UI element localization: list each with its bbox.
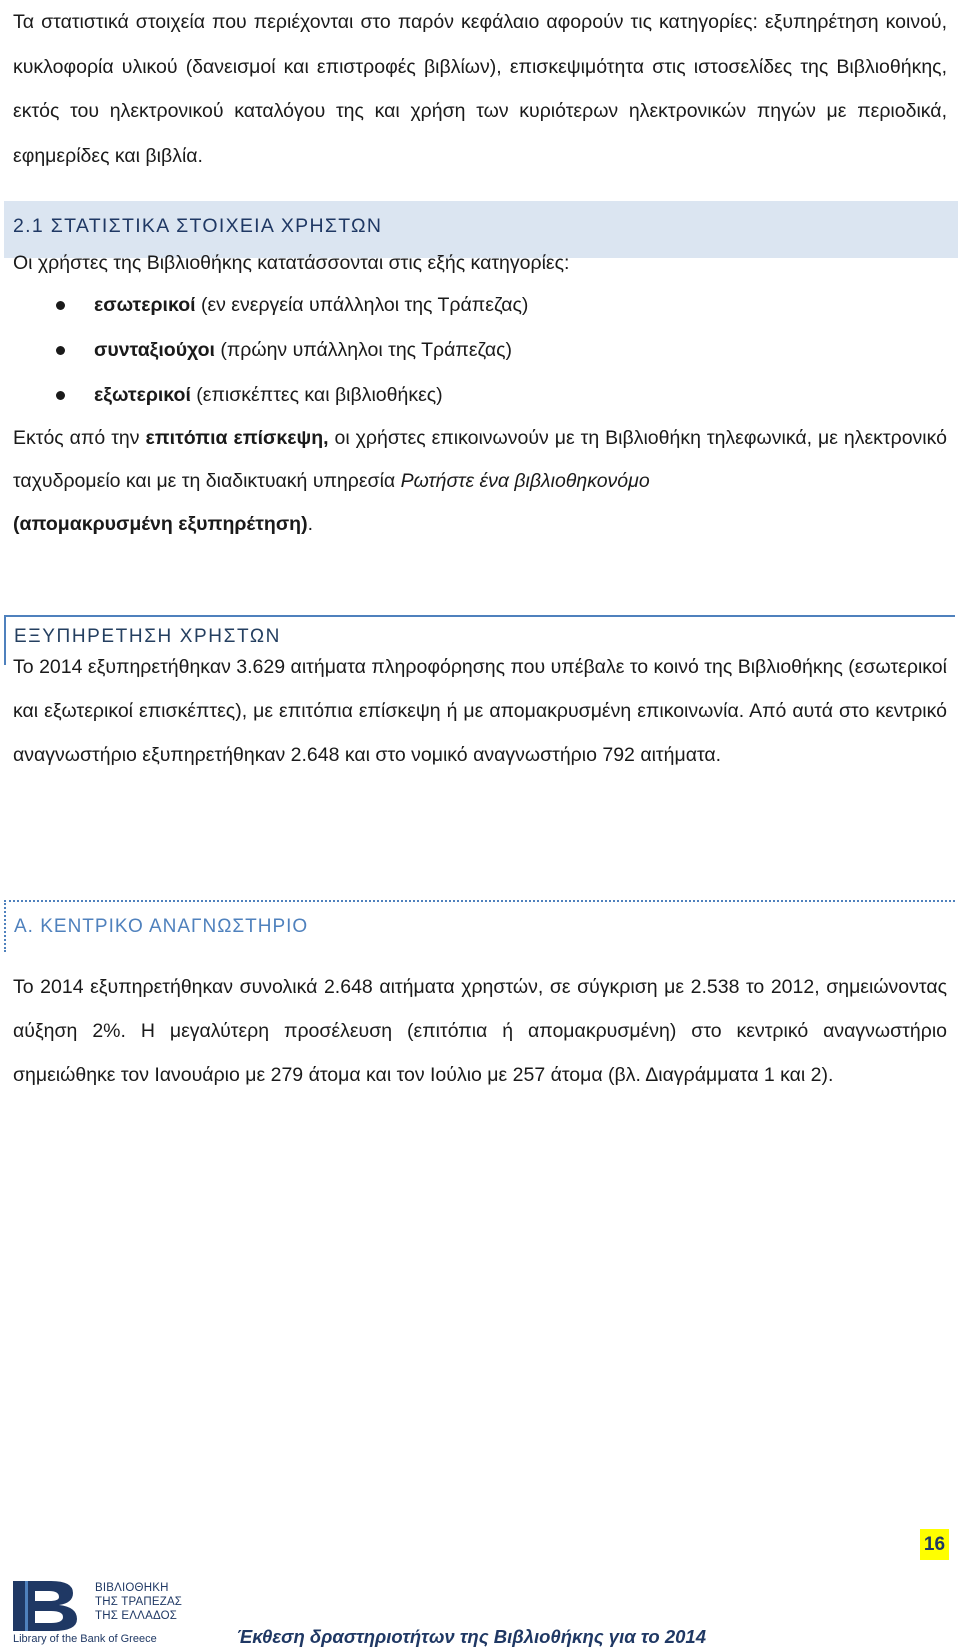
logo-caption: Library of the Bank of Greece: [13, 1633, 157, 1645]
page-number: 16: [920, 1529, 949, 1560]
logo-line: ΤΗΣ ΕΛΛΑΔΟΣ: [95, 1610, 178, 1622]
subsection-heading-box: [4, 900, 955, 952]
list-item: συνταξιούχοι (πρώην υπάλληλοι της Τράπεζας): [0, 328, 960, 373]
bullet-icon: [56, 391, 65, 400]
footer-report-title: Έκθεση δραστηριοτήτων της Βιβλιοθήκης για το 2014: [236, 1626, 706, 1647]
library-logo-icon: [13, 1579, 91, 1635]
user-categories-list: [0, 283, 960, 418]
intro-paragraph: Τα στατιστικά στοιχεία που περιέχονται στο παρόν κεφάλαιο αφορούν τις κατηγορίες: εξυπηρέτηση κοινού, κυκλοφορία υλικού (δανεισμοί και επιστροφές βιβλίων), επισκεψιμότητα στις ιστοσελίδες της Βιβλιοθήκης, εκτός του ηλεκτρονικού καταλόγου της και χρήση των κυριότερων ηλεκτρονικών πηγών με περιοδικά, εφημερίδες και βιβλία.: [13, 11, 947, 167]
bank-of-greece-library-logo: [13, 1579, 183, 1649]
logo-line: ΒΙΒΛΙΟΘΗΚΗ: [95, 1582, 169, 1594]
central-reading-room-paragraph: Το 2014 εξυπηρετήθηκαν συνολικά 2.648 αιτήματα χρηστών, σε σύγκριση με 2.538 το 2012, σημειώνοντας αύξηση 2%. Η μεγαλύτερη προσέλευση (επιτόπια ή απομακρυσμένη) στο κεντρικό αναγνωστήριο σημειώθηκε τον Ιανουάριο με 279 άτομα και τον Ιούλιο με 257 άτομα (βλ. Διαγράμματα 1 και 2).: [13, 976, 947, 1086]
logo-line: ΤΗΣ ΤΡΑΠΕΖΑΣ: [95, 1596, 183, 1608]
user-service-paragraph: Το 2014 εξυπηρετήθηκαν 3.629 αιτήματα πληροφόρησης που υπέβαλε το κοινό της Βιβλιοθήκης (εσωτερικοί και εξωτερικοί επισκέπτες), με επιτόπια επίσκεψη ή με απομακρυσμένη επικοινωνία. Από αυτά στο κεντρικό αναγνωστήριο εξυπηρετήθηκαν 2.648 και στο νομικό αναγνωστήριο 792 αιτήματα.: [13, 656, 947, 766]
list-item: εξωτερικοί (επισκέπτες και βιβλιοθήκες): [0, 373, 960, 418]
contact-paragraph: Εκτός από την επιτόπια επίσκεψη, οι χρήστες επικοινωνούν με τη Βιβλιοθήκη τηλεφωνικά, με ηλεκτρονικό ταχυδρομείο και με τη διαδικτυακή υπηρεσία Ρωτήστε ένα βιβλιοθηκονόμο (απομακρυσμένη εξυπηρέτηση).: [13, 427, 947, 535]
bullet-icon: [56, 301, 65, 310]
list-item: εσωτερικοί (εν ενεργεία υπάλληλοι της Τράπεζας): [0, 283, 960, 328]
bullet-icon: [56, 346, 65, 355]
section-heading-user-statistics: 2.1 ΣΤΑΤΙΣΤΙΚΑ ΣΤΟΙΧΕΙΑ ΧΡΗΣΤΩΝ: [13, 215, 383, 237]
user-categories-lead: Οι χρήστες της Βιβλιοθήκης κατατάσσονται στις εξής κατηγορίες:: [13, 252, 570, 274]
subsection-heading-central-reading-room: Α. ΚΕΝΤΡΙΚΟ ΑΝΑΓΝΩΣΤΗΡΙΟ: [14, 916, 309, 937]
subsection-heading-user-service: ΕΞΥΠΗΡΕΤΗΣΗ ΧΡΗΣΤΩΝ: [14, 626, 281, 647]
